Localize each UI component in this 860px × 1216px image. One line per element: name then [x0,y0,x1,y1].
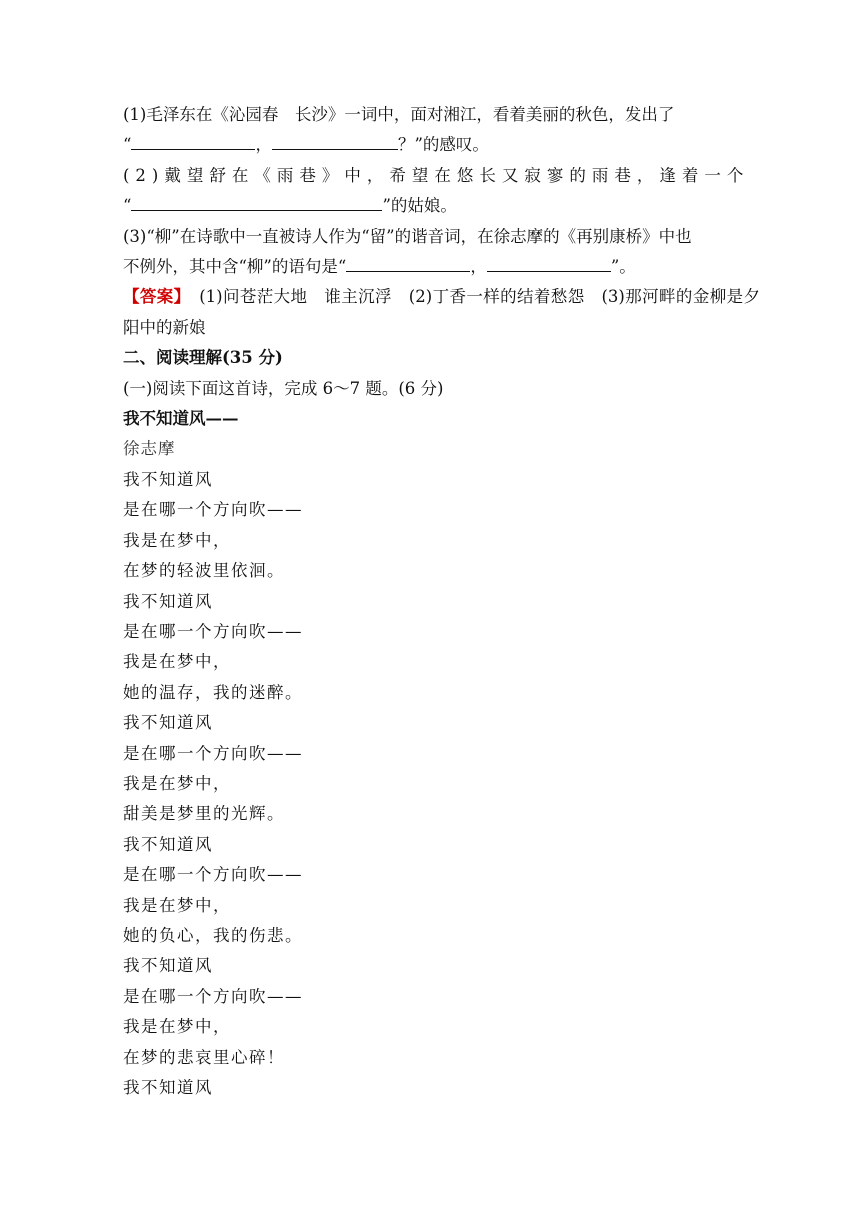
poem-line: 是在哪一个方向吹—— [123,865,303,885]
closing-text: ”的姑娘。 [382,196,457,216]
section-heading: 二、阅读理解(35 分) [123,348,283,368]
poem-line: 我不知道风 [123,956,213,976]
poem-title: 我不知道风—— [123,409,239,429]
closing-text: ”。 [610,257,636,277]
closing-text: ？”的感叹。 [397,135,489,155]
question-3-line-2 [123,252,760,282]
poem-line: 我是在梦中， [123,1017,231,1037]
answer-blank-5 [487,252,611,272]
question-3-prefix: 不例外，其中含“柳”的语句是“ [123,257,347,277]
open-quote: “ [123,196,132,216]
poem-line: 在梦的轻波里依洄。 [123,561,285,581]
poem-line: 是在哪一个方向吹—— [123,986,303,1006]
separator: ， [255,135,272,155]
poem-line: 她的温存，我的迷醉。 [123,682,303,702]
poem [123,404,760,1103]
open-quote: “ [123,135,132,155]
poem-lines [123,465,760,1104]
document-body [123,100,760,1103]
answer-blank-3 [131,191,382,211]
poem-line: 甜美是梦里的光辉。 [123,804,285,824]
poem-line: 我是在梦中， [123,530,231,550]
poem-line: 我不知道风 [123,469,213,489]
poem-line: 我不知道风 [123,834,213,854]
answer-tag: 【答案】 [123,287,183,307]
poem-author: 徐志摩 [123,439,176,459]
poem-line: 我不知道风 [123,1078,213,1097]
answer-text: (1)问苍茫大地 谁主沉浮 (2)丁香一样的结着愁怨 (3)那河畔的金柳是夕阳中的新娘 [123,287,761,337]
answer-blank-1 [131,130,255,150]
question-1-line-2 [123,130,760,160]
poem-line: 我不知道风 [123,591,213,611]
answer-blank-2 [272,130,398,150]
section-instruction: (一)阅读下面这首诗，完成 6～7 题。(6 分) [123,378,444,398]
question-2-line-1: (2)戴望舒在《雨巷》中，希望在悠长又寂寥的雨巷，逢着一个 [123,165,750,185]
poem-line: 她的负心，我的伤悲。 [123,925,303,945]
answer-paragraph [123,282,760,343]
question-3-line-1: (3)“柳”在诗歌中一直被诗人作为“留”的谐音词，在徐志摩的《再别康桥》中也 [123,226,692,246]
poem-line: 是在哪一个方向吹—— [123,743,303,763]
question-2-line-2 [123,191,760,221]
answer-blank-4 [346,252,470,272]
separator: ， [470,257,487,277]
poem-line: 是在哪一个方向吹—— [123,500,303,520]
poem-line: 我是在梦中， [123,773,231,793]
poem-line: 是在哪一个方向吹—— [123,621,303,641]
poem-line: 我是在梦中， [123,652,231,672]
poem-line: 在梦的悲哀里心碎！ [123,1047,285,1067]
question-1-line-1: (1)毛泽东在《沁园春 长沙》一词中，面对湘江，看着美丽的秋色，发出了 [123,105,675,124]
poem-line: 我是在梦中， [123,895,231,915]
poem-line: 我不知道风 [123,713,213,733]
